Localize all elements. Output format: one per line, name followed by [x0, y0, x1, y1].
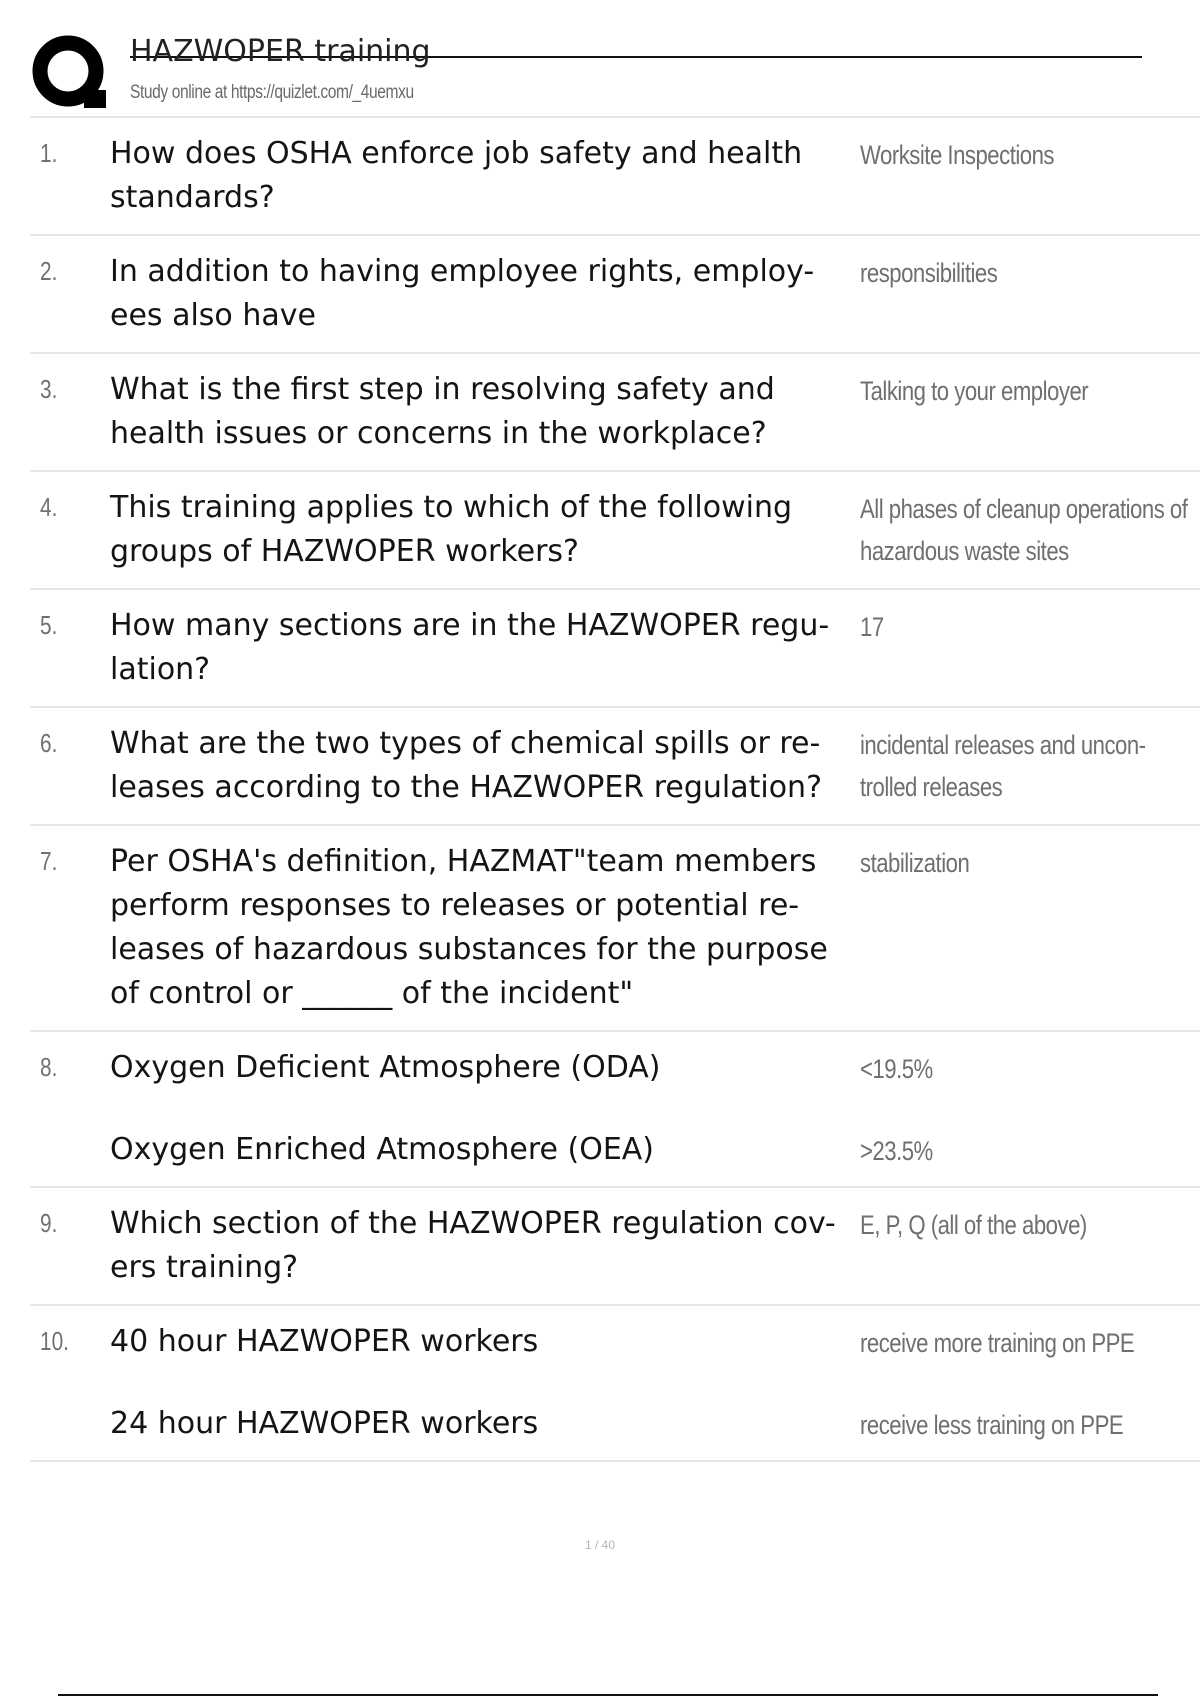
- set-title: HAZWOPER training: [130, 34, 431, 69]
- quizlet-logo-icon: [32, 34, 110, 112]
- card-definition: 17: [860, 612, 884, 642]
- card-definition: stabilization: [860, 848, 970, 878]
- card-definition-wrap: [860, 250, 1200, 294]
- card-term: 40 hour HAZWOPER workers: [110, 1324, 539, 1359]
- card-term: 24 hour HAZWOPER workers: [110, 1406, 539, 1441]
- flashcard-row: [30, 826, 1200, 1032]
- card-definition: Worksite Inspections: [860, 140, 1055, 170]
- card-number: 4.: [40, 492, 58, 522]
- term-definition-pair: [30, 1202, 1200, 1290]
- page-number: 1 / 40: [584, 1538, 616, 1552]
- flashcard-row: [30, 118, 1200, 236]
- term-definition-pair: [30, 368, 1200, 456]
- card-term: How many sections are in the HAZWOPER regu-lation?: [110, 608, 830, 687]
- card-definition-wrap: [860, 132, 1200, 176]
- card-number: 10.: [40, 1326, 69, 1356]
- term-definition-pair: [30, 250, 1200, 338]
- card-definition-wrap: [860, 840, 1200, 884]
- card-term: Oxygen Deficient Atmosphere (ODA): [110, 1050, 661, 1085]
- card-definition-wrap: [860, 1202, 1200, 1246]
- card-number: 3.: [40, 374, 58, 404]
- term-definition-pair: [30, 840, 1200, 1016]
- card-definition-wrap: [860, 1128, 1200, 1172]
- term-definition-pair: [30, 722, 1200, 810]
- card-definition: responsibilities: [860, 258, 998, 288]
- card-term: How does OSHA enforce job safety and health standards?: [110, 136, 803, 215]
- card-definition-wrap: [860, 1046, 1200, 1090]
- card-definition: <19.5%: [860, 1054, 933, 1084]
- flashcard-row: [30, 1032, 1200, 1188]
- term-definition-pair: [30, 1320, 1200, 1364]
- card-definition-wrap: [860, 604, 1200, 648]
- card-number: 2.: [40, 256, 58, 286]
- card-definition: receive more training on PPE: [860, 1328, 1135, 1358]
- study-online-link[interactable]: Study online at https://quizlet.com/_4uemxu: [130, 82, 414, 103]
- flashcard-row: [30, 1188, 1200, 1306]
- page-header: [30, 30, 1142, 114]
- card-definition-wrap: [860, 722, 1200, 808]
- card-term: Per OSHA's definition, HAZMAT"team members perform responses to releases or potential re-leases of hazardous substances for the purpose of control or ______ of the incident": [110, 844, 828, 1011]
- term-definition-pair: [30, 1402, 1200, 1446]
- card-number: 9.: [40, 1208, 58, 1238]
- card-definition: Talking to your employer: [860, 376, 1089, 406]
- card-number: 1.: [40, 138, 58, 168]
- card-definition-wrap: [860, 1320, 1200, 1364]
- flashcard-row: [30, 472, 1200, 590]
- card-definition: E, P, Q (all of the above): [860, 1210, 1087, 1240]
- card-definition: >23.5%: [860, 1136, 933, 1166]
- card-term: Which section of the HAZWOPER regulation cov-ers training?: [110, 1206, 836, 1285]
- card-definition-wrap: [860, 486, 1200, 572]
- term-definition-pair: [30, 1128, 1200, 1172]
- flashcard-row: [30, 1306, 1200, 1462]
- flashcard-row: [30, 236, 1200, 354]
- card-term: In addition to having employee rights, employ-ees also have: [110, 254, 815, 333]
- card-term: This training applies to which of the following groups of HAZWOPER workers?: [110, 490, 793, 569]
- card-definition: All phases of cleanup operations of hazardous waste sites: [860, 494, 1188, 566]
- term-definition-pair: [30, 604, 1200, 692]
- card-number: 5.: [40, 610, 58, 640]
- card-number: 6.: [40, 728, 58, 758]
- card-term: What are the two types of chemical spills or re-leases according to the HAZWOPER regulation?: [110, 726, 822, 805]
- card-number: 7.: [40, 846, 58, 876]
- term-definition-pair: [30, 486, 1200, 574]
- flashcard-row: [30, 590, 1200, 708]
- term-definition-pair: [30, 132, 1200, 220]
- card-term: What is the first step in resolving safety and health issues or concerns in the workplace?: [110, 372, 775, 451]
- card-definition-wrap: [860, 368, 1200, 412]
- card-number: 8.: [40, 1052, 58, 1082]
- flashcard-list: [30, 116, 1200, 1462]
- term-definition-pair: [30, 1046, 1200, 1090]
- flashcard-row: [30, 708, 1200, 826]
- card-definition: receive less training on PPE: [860, 1410, 1124, 1440]
- bottom-rule: [58, 1694, 1158, 1696]
- card-term: Oxygen Enriched Atmosphere (OEA): [110, 1132, 654, 1167]
- card-definition-wrap: [860, 1402, 1200, 1446]
- flashcard-row: [30, 354, 1200, 472]
- card-definition: incidental releases and uncon-trolled releases: [860, 730, 1146, 802]
